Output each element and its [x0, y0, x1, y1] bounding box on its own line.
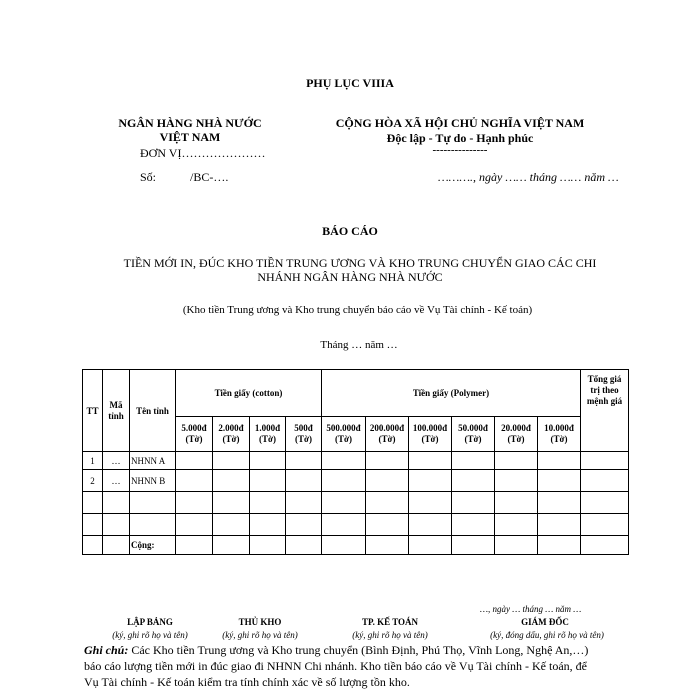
- header-cotton: Tiền giấy (cotton): [176, 370, 322, 417]
- denom-unit: (Tờ): [259, 434, 276, 444]
- denom-unit: (Tờ): [378, 434, 396, 444]
- doc-number-label: Số:: [140, 170, 157, 184]
- denom-value: 1.000đ: [254, 423, 281, 433]
- denom-unit: (Tờ): [185, 434, 203, 444]
- sig-title-2: THỦ KHO: [238, 617, 282, 627]
- sig-title-1: LẬP BẢNG: [127, 617, 173, 627]
- sig-note-3: (ký, ghi rõ họ và tên): [352, 630, 428, 640]
- footnote-text1: Các Kho tiền Trung ương và Kho trung chuyển (Bình Định, Phú Thọ, Vĩnh Long, Nghệ An,…): [128, 643, 589, 657]
- denom-unit: (Tờ): [507, 434, 525, 444]
- appendix-title: PHỤ LỤC VIIIA: [306, 76, 394, 90]
- report-title: BÁO CÁO: [322, 224, 378, 238]
- footnote-line1: [84, 643, 588, 658]
- sig-title-4: GIÁM ĐỐC: [521, 617, 569, 627]
- denom-header: [286, 417, 322, 452]
- row-ma: …: [103, 452, 130, 470]
- footnote-line3: Vụ Tài chính - Kế toán kiểm tra tính chính xác về số lượng tồn kho.: [84, 675, 410, 689]
- header-polymer: Tiền giấy (Polymer): [322, 370, 581, 417]
- header-ma-line1: Mã: [109, 399, 123, 410]
- header-tt: TT: [83, 370, 103, 452]
- total-label: Cộng:: [130, 536, 176, 555]
- denom-value: 5.000đ: [181, 423, 207, 433]
- row-ten: NHNN B: [130, 470, 176, 492]
- header-date: ………., ngày …… tháng …… năm …: [438, 170, 619, 184]
- denom-value: 500.000đ: [326, 423, 361, 433]
- denom-header: [213, 417, 250, 452]
- doc-number-value: /BC-….: [190, 170, 229, 184]
- denom-value: 50.000đ: [458, 423, 488, 433]
- denom-unit: (Tờ): [222, 434, 240, 444]
- row-ma: …: [103, 470, 130, 492]
- denom-value: 200.000đ: [369, 423, 405, 433]
- denom-value: 100.000đ: [412, 423, 448, 433]
- sig-note-1: (ký, ghi rõ họ và tên): [112, 630, 188, 640]
- denom-header: [250, 417, 286, 452]
- row-ten: NHNN A: [130, 452, 176, 470]
- header-ma-tinh: [103, 370, 130, 452]
- header-total-line3: mệnh giá: [586, 396, 623, 406]
- header-total-line2: trị theo: [590, 385, 619, 395]
- sig-note-2: (ký, ghi rõ họ và tên): [222, 630, 298, 640]
- row-tt: 1: [83, 452, 103, 470]
- denom-header: [538, 417, 581, 452]
- report-subtitle-line2: NHÁNH NGÂN HÀNG NHÀ NƯỚC: [257, 270, 443, 284]
- nation-rule: ---------------: [432, 144, 488, 156]
- denom-header: [366, 417, 409, 452]
- signature-date: …, ngày … tháng … năm …: [480, 604, 582, 614]
- header-total-line1: Tổng giá: [587, 374, 622, 384]
- denom-header: [322, 417, 366, 452]
- footnote-line2: báo cáo lượng tiền mới in đúc giao đi NHNN Chi nhánh. Kho tiền báo cáo về Vụ Tài chính - Kế toán, để: [84, 659, 587, 673]
- denom-unit: (Tờ): [335, 434, 352, 444]
- report-table: [82, 369, 629, 555]
- denom-unit: (Tờ): [550, 434, 568, 444]
- denom-value: 10.000đ: [544, 423, 574, 433]
- denom-header: [495, 417, 538, 452]
- report-subtitle-line1: TIỀN MỚI IN, ĐÚC KHO TIỀN TRUNG ƯƠNG VÀ KHO TRUNG CHUYỂN GIAO CÁC CHI: [123, 256, 597, 270]
- report-period: Tháng … năm …: [320, 339, 398, 351]
- sig-title-3: TP. KẾ TOÁN: [361, 617, 419, 627]
- denom-header: [409, 417, 452, 452]
- sig-note-4: (ký, đóng dấu, ghi rõ họ và tên): [490, 630, 604, 640]
- table-row: [83, 470, 629, 492]
- table-row: [83, 492, 629, 514]
- nation-motto: Độc lập - Tự do - Hạnh phúc: [386, 131, 534, 145]
- denom-value: 500đ: [294, 423, 313, 433]
- denom-header: [452, 417, 495, 452]
- denom-value: 20.000đ: [501, 423, 531, 433]
- org-name-line1: NGÂN HÀNG NHÀ NƯỚC: [118, 116, 262, 130]
- org-unit: ĐƠN VỊ…………………: [140, 146, 266, 160]
- header-total: [581, 370, 629, 452]
- org-name-line2: VIỆT NAM: [159, 130, 221, 144]
- nation-title: CỘNG HÒA XÃ HỘI CHỦ NGHĨA VIỆT NAM: [335, 116, 585, 130]
- table-row: [83, 514, 629, 536]
- footnote-label: Ghi chú:: [84, 643, 129, 657]
- table-row: [83, 452, 629, 470]
- header-ten-tinh: Tên tỉnh: [130, 370, 176, 452]
- denom-value: 2.000đ: [218, 423, 244, 433]
- denom-unit: (Tờ): [421, 434, 439, 444]
- table-total-row: [83, 536, 629, 555]
- header-ma-line2: tỉnh: [108, 410, 124, 421]
- denom-unit: (Tờ): [295, 434, 312, 444]
- row-tt: 2: [83, 470, 103, 492]
- report-note: (Kho tiền Trung ương và Kho trung chuyển báo cáo về Vụ Tài chính - Kế toán): [182, 304, 533, 316]
- denom-header: [176, 417, 213, 452]
- denom-unit: (Tờ): [464, 434, 482, 444]
